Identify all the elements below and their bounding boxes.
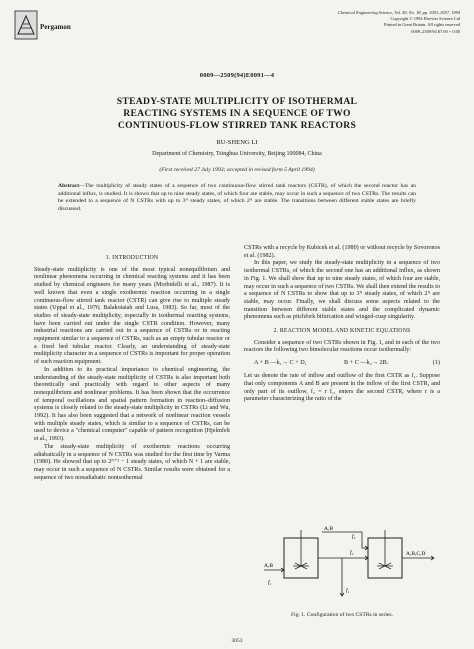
label-abcd: A,B,C,D [406,551,426,557]
publisher-logo [14,10,104,46]
title-line-2: REACTING SYSTEMS IN A SEQUENCE OF TWO [123,108,351,119]
right-column [244,245,440,404]
title-line-1: STEADY-STATE MULTIPLICITY OF ISOTHERMAL [116,96,358,107]
pergamon-emblem-icon [14,10,38,40]
journal-line-1: Chemical Engineering Science, Vol. 49, No. 18, pp. 3053–3057, 1994 [338,10,460,15]
journal-line-3: Printed in Great Britain. All rights reserved [384,22,460,28]
label-f1: f₁ [268,580,272,586]
equation-1 [244,359,440,369]
abstract-text: —The multiplicity of steady states of a sequence of two continuous-flow stirred tank reactors (CSTR), of which the second reactor has an additional influx, is studied. It is shown that up to nine steady states, of which four are stable, may occur in such a sequence of two CSTRs. The results can be extended to a sequence of N CSTRs with up to 3ᴺ steady states, of which 2ᴺ are stable. The transitions between different stable states are briefly discussed. [58,183,416,212]
label-ab-top: A,B [324,526,334,532]
article-code: 0009—2509(94)E0091—4 [199,72,275,79]
label-f2: f₂ [350,550,354,556]
left-column [34,255,230,482]
journal-line-2: Copyright © 1994 Elsevier Science Ltd [390,16,460,22]
figure-caption: Fig. 1. Configuration of two CSTRs in series. [291,612,393,618]
paragraph: Consider a sequence of two CSTRs shown in Fig. 1, and in each of the two reactors the following two bimolecular reactions occur isothermally: [244,339,440,354]
figure-cstr-diagram [262,526,438,610]
paragraph: CSTRs with a recycle by Kubicek et al. (1980) or without recycle by Sovoronos et al. (1982). [244,245,440,259]
label-ab-left: A,B [264,563,274,569]
equation-left: A + B —k₁→ C + D, [254,359,307,367]
label-f3: f₃ [352,534,356,540]
equation-number: (1) [432,359,440,367]
publisher-name: Pergamon [40,23,71,31]
label-fout: f₁ [346,588,350,594]
paper-title [60,96,414,132]
abstract [58,183,416,213]
page-number: 3053 [231,638,243,644]
paragraph: In this paper, we study the steady-state multiplicity in a sequence of two isothermal CSTRs, of which the second one has an additional influx, as shown in Fig. 1. We shall show that up to nine steady states, of which four are stable, may occur in such a sequence of two CSTRs. We shall then extend the results to a sequence of N CSTRs to show that up to 3ᴺ steady states, of which 2ᴺ are stable, may occur. Finally, we shall discuss some aspects related to the transition between different stable states and the complicated dynamic phenomena such as pitchfork bifurcation and winged-cusp singularity. [244,260,440,321]
journal-header [250,10,460,35]
author: RU-SHENG LI [216,139,258,146]
abstract-label: Abstract [58,183,80,189]
affiliation: Department of Chemistry, Tsinghua University, Beijing 100084, China [152,151,322,157]
paragraph: The steady-state multiplicity of exothermic reactions occurring adiabatically in a sequence of N CSTRs was studied for the first time by Varma (1980). He showed that up to 2ᴺ⁺¹ − 1 steady states, of which N + 1 are stable, may occur in such a sequence of N CSTRs. Similar results were obtained for a sequence of two nonadiabatic nonisothermal [34,443,230,481]
paragraph: Let us denote the rate of inflow and outflow of the first CSTR as f₁. Suppose that only components A and B are present in the inflow of the first CSTR, and only part of its outflow, f₂ = r f₁, enters the second CSTR, where r is a parameter characterizing the ratio of the [244,373,440,403]
equation-right: B + C —k₂→ 2B. [344,359,389,367]
journal-line-4: 0009–2509/94 $7.00 + 0.00 [411,28,460,34]
paragraph: Steady-state multiplicity is one of the most typical nonequilibrium and nonlinear phenomena occurring in chemical reacting systems and it has been studied by chemical engineers for many years (Morbidelli et al., 1987). It is well known that even a single exothermic reaction occurring in a single continuous-flow stirred tank reactor (CSTR) can give rise to multiple steady states (Uppal et al., 1976; Balakotaiah and Luss, 1983). So far, most of the studies of steady-state multiplicity, especially in isothermal reacting systems, have been carried out under the single CSTR condition. However, many industrial reactions are carried out in a sequence of CSTRs or in reacting equipment similar to a sequence of CSTRs, such as an empty tubular reactor or a fixed bed tubular reactor. Clearly, an understanding of steady-state multiplicity character in a sequence of CSTRs is important for proper operation of such reaction equipment. [34,266,230,366]
received-dates: (First received 27 July 1993; accepted in revised form 5 April 1994) [159,167,315,173]
section-heading-reaction-model: 2. REACTION MODEL AND KINETIC EQUATIONS [273,328,411,335]
section-heading-introduction: 1. INTRODUCTION [105,255,159,261]
paragraph: In addition to its practical importance to chemical engineering, the understanding of the steady-state multiplicity of CSTRs is also important both theoretically and practically with regard to other aspects of many nonequilibrium and nonlinear problems. It has been shown that the occurrence of temporal oscillations and spatial pattern formation in reaction–diffusion systems is closely related to the steady-state multiplicity in CSTRs (Li and Wu, 1992). It has also been suggested that a network of nonlinear reaction vessels with multiple steady states, which is similar to a sequence of CSTRs, can be used to device a "chemical computer" capable of pattern recognition (Hjelmfelt et al., 1993). [34,366,230,443]
title-line-3: CONTINUOUS-FLOW STIRRED TANK REACTORS [117,120,357,131]
